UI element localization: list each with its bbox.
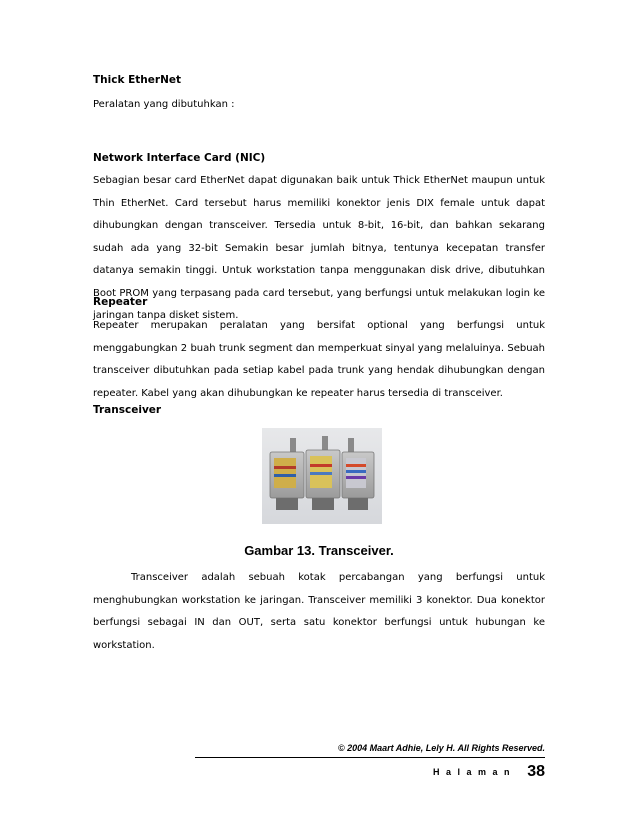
heading-transceiver: Transceiver: [93, 404, 162, 416]
paragraph-nic: Sebagian besar card EtherNet dapat digunakan baik untuk Thick EtherNet maupun untuk Thin EtherNet. Card tersebut harus memiliki konektor jenis DIX female untuk dapat dihubungkan dengan transceiver. Tersedia untuk 8-bit, 16-bit, dan bahkan sekarang sudah ada yang 32-bit Semakin besar jumlah bitnya, tentunya kecepatan transfer datanya semakin tinggi. Untuk workstation tanpa menggunakan disk drive, dibutuhkan Boot PROM yang terpasang pada card tersebut, yang berfungsi untuk melakukan login ke jaringan tanpa disket sistem.: [93, 175, 545, 321]
transceiver-photo: [262, 428, 382, 524]
transceiver-unit-1: [270, 452, 304, 510]
footer-page-number: 38: [527, 763, 545, 780]
footer-copyright: © 2004 Maart Adhie, Lely H. All Rights Reserved.: [337, 743, 545, 753]
figure-caption: Gambar 13. Transceiver.: [244, 543, 394, 558]
paragraph-repeater: Repeater merupakan peralatan yang bersifat optional yang berfungsi untuk menggabungkan 2 buah trunk segment dan memperkuat sinyal yang melaluinya. Sebuah transceiver dibutuhkan pada setiap kabel pada trunk yang hendak dihubungkan dengan repeater. Kabel yang akan dihubungkan ke repeater harus tersedia di transceiver.: [93, 320, 545, 399]
paragraph-equipment: Peralatan yang dibutuhkan :: [93, 99, 235, 110]
transceiver-unit-3: [342, 452, 374, 510]
transceiver-illustration: [262, 428, 382, 524]
paragraph-transceiver: Transceiver adalah sebuah kotak percabangan yang berfungsi untuk menghubungkan workstation ke jaringan. Transceiver memiliki 3 konektor. Dua konektor berfungsi sebagai IN dan OUT, serta satu konektor berfungsi untuk hubungan ke workstation.: [93, 572, 545, 651]
footer-page-label: Halaman: [432, 767, 516, 777]
transceiver-unit-2: [306, 450, 340, 510]
heading-thick-ethernet: Thick EtherNet: [93, 74, 181, 86]
bnc-connector-3: [348, 438, 354, 452]
bnc-connector-2: [322, 436, 328, 450]
bnc-connector-1: [290, 438, 296, 452]
footer-divider: [195, 757, 545, 758]
heading-nic: Network Interface Card (NIC): [93, 152, 266, 164]
heading-repeater: Repeater: [93, 296, 148, 308]
